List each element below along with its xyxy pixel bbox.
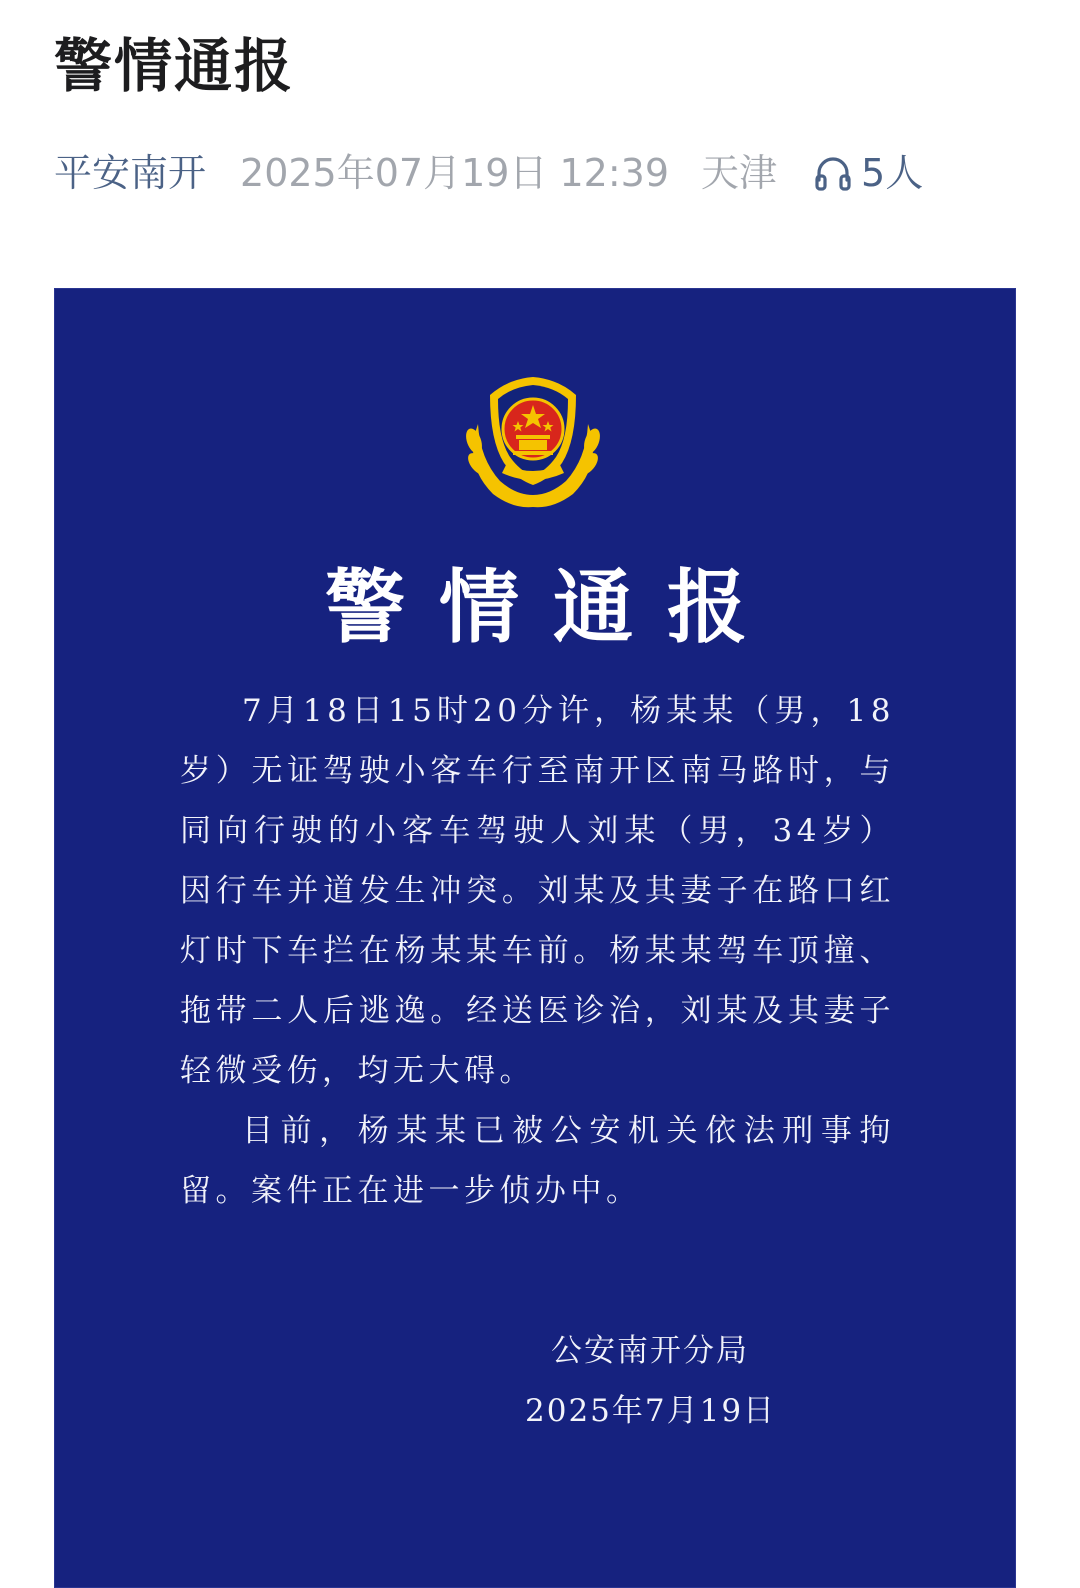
notice-date: 2025年7月19日 xyxy=(525,1393,777,1429)
page-title: 警情通报 xyxy=(54,32,295,100)
article-meta xyxy=(54,148,923,198)
notice-title: 警情通报 xyxy=(325,560,781,654)
police-emblem xyxy=(458,369,608,519)
listen-button[interactable] xyxy=(813,148,923,198)
publish-location: 天津 xyxy=(701,151,778,195)
listener-count: 5人 xyxy=(861,151,924,195)
headphone-icon xyxy=(813,153,853,193)
publish-datetime: 2025年07月19日 12:39 xyxy=(240,151,670,195)
notice-body xyxy=(180,681,895,1221)
issuer-name: 公安南开分局 xyxy=(551,1333,749,1369)
notice-paragraph: 7月18日15时20分许，杨某某（男，18岁）无证驾驶小客车行至南开区南马路时，与同向行驶的小客车驾驶人刘某（男，34岁）因行车并道发生冲突。刘某及其妻子在路口红灯时下车拦在杨某某车前。杨某某驾车顶撞、拖带二人后逃逸。经送医诊治，刘某及其妻子轻微受伤，均无大碍。 xyxy=(180,693,895,1089)
notice-image xyxy=(54,288,1016,1588)
source-account-link[interactable]: 平安南开 xyxy=(54,151,207,195)
notice-signature xyxy=(525,1321,775,1441)
notice-paragraph: 目前，杨某某已被公安机关依法刑事拘留。案件正在进一步侦办中。 xyxy=(180,1113,895,1209)
